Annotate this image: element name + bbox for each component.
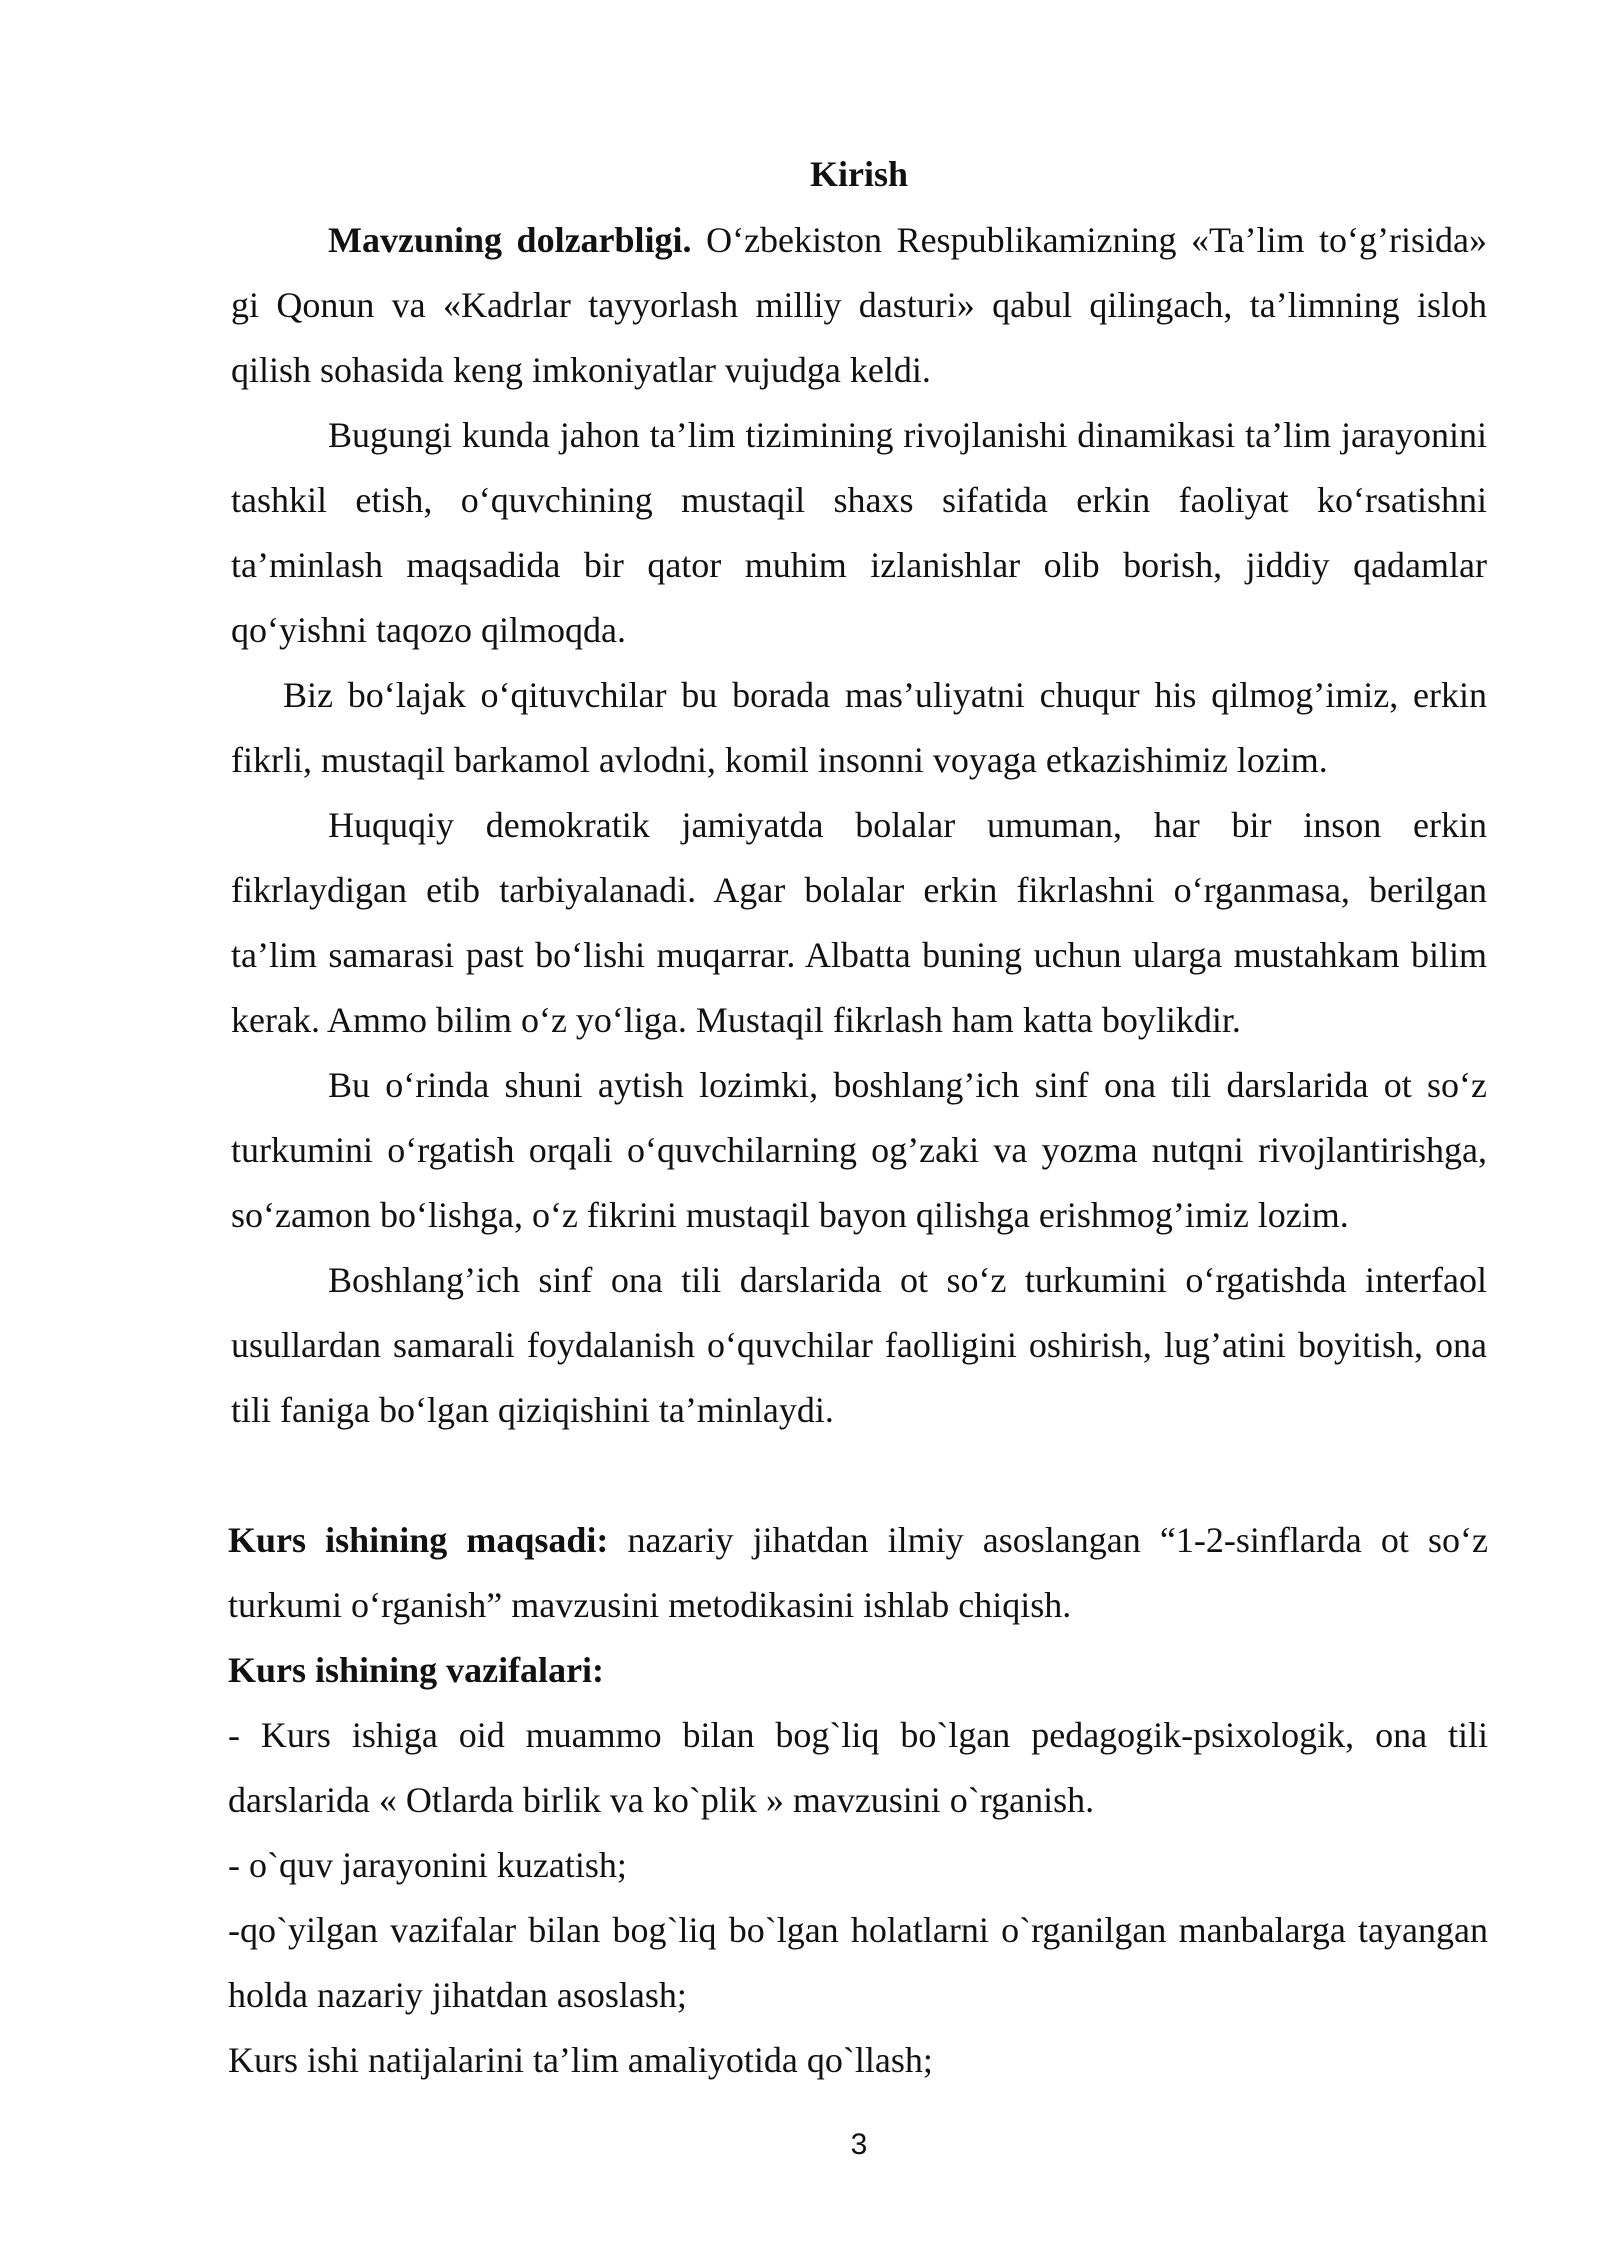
task-item: Kurs ishi natijalarini ta’lim amaliyotida qo`llash; (228, 2040, 933, 2080)
paragraph-interactive-methods: Boshlang’ich sinf ona tili darslarida ot so‘z turkumini o‘rgatishda interfaol usullardan samarali foydalanish o‘quvchilar faolligini oshirish, lug’atini boyitish, ona tili faniga bo‘lgan qiziqishini ta’minlaydi. (231, 1260, 1487, 1430)
task-item: - o`quv jarayonini kuzatish; (228, 1845, 627, 1885)
paragraph-primary-class: Bu o‘rinda shuni aytish lozimki, boshlang’ich sinf ona tili darslarida ot so‘z turkumini o‘rgatish orqali o‘quvchilarning og’zaki va yozma nutqni rivojlantirishga, so‘zamon bo‘lishga, o‘z fikrini mustaqil bayon qilishga erishmog’imiz lozim. (231, 1065, 1487, 1235)
tasks-heading: Kurs ishining vazifalari: (228, 1650, 605, 1690)
goals-section (228, 1508, 1488, 2093)
paragraph-relevance (231, 208, 1487, 403)
paragraph-goal (228, 1508, 1488, 1638)
intro-section (231, 208, 1487, 1443)
task-item: - Kurs ishiga oid muammo bilan bog`liq bo`lgan pedagogik-psixologik, ona tili darslarida « Otlarda birlik va ko`plik » mavzusini o`rganish. (228, 1715, 1488, 1820)
paragraph-democratic-society: Huquqiy demokratik jamiyatda bolalar umuman, har bir inson erkin fikrlaydigan etib tarbiyalanadi. Agar bolalar erkin fikrlashni o‘rganmasa, berilgan ta’lim samarasi past bo‘lishi muqarrar. Albatta buning uchun ularga mustahkam bilim kerak. Ammo bilim o‘z yo‘liga. Mustaqil fikrlash ham katta boylikdir. (231, 805, 1487, 1040)
paragraph-future-teachers: Biz bo‘lajak o‘qituvchilar bu borada mas’uliyatni chuqur his qilmog’imiz, erkin fikrli, mustaqil barkamol avlodni, komil insonni voyaga etkazishimiz lozim. (231, 675, 1487, 780)
page-title: Kirish (809, 154, 908, 194)
paragraph-world-education: Bugungi kunda jahon ta’lim tizimining rivojlanishi dinamikasi ta’lim jarayonini tashkil etish, o‘quvchining mustaqil shaxs sifatida erkin faoliyat ko‘rsatishni ta’minlash maqsadida bir qator muhim izlanishlar olib borish, jiddiy qadamlar qo‘yishni taqozo qilmoqda. (231, 415, 1487, 650)
relevance-text: O‘zbekiston Respublikamizning «Ta’lim to‘g’risida» gi Qonun va «Kadrlar tayyorlash milliy dasturi» qabul qilingach, ta’limning isloh qilish sohasida keng imkoniyatlar vujudga keldi. (231, 220, 1487, 390)
page-number: 3 (850, 2128, 868, 2161)
goal-text: nazariy jihatdan ilmiy asoslangan “1-2-sinflarda ot so‘z turkumi o‘rganish” mavzusini metodikasini ishlab chiqish. (228, 1520, 1489, 1625)
relevance-heading: Mavzuning dolzarbligi. (328, 220, 692, 260)
task-item: -qo`yilgan vazifalar bilan bog`liq bo`lgan holatlarni o`rganilgan manbalarga tayangan holda nazariy jihatdan asoslash; (228, 1910, 1488, 2015)
goal-heading: Kurs ishining maqsadi: (228, 1520, 609, 1560)
